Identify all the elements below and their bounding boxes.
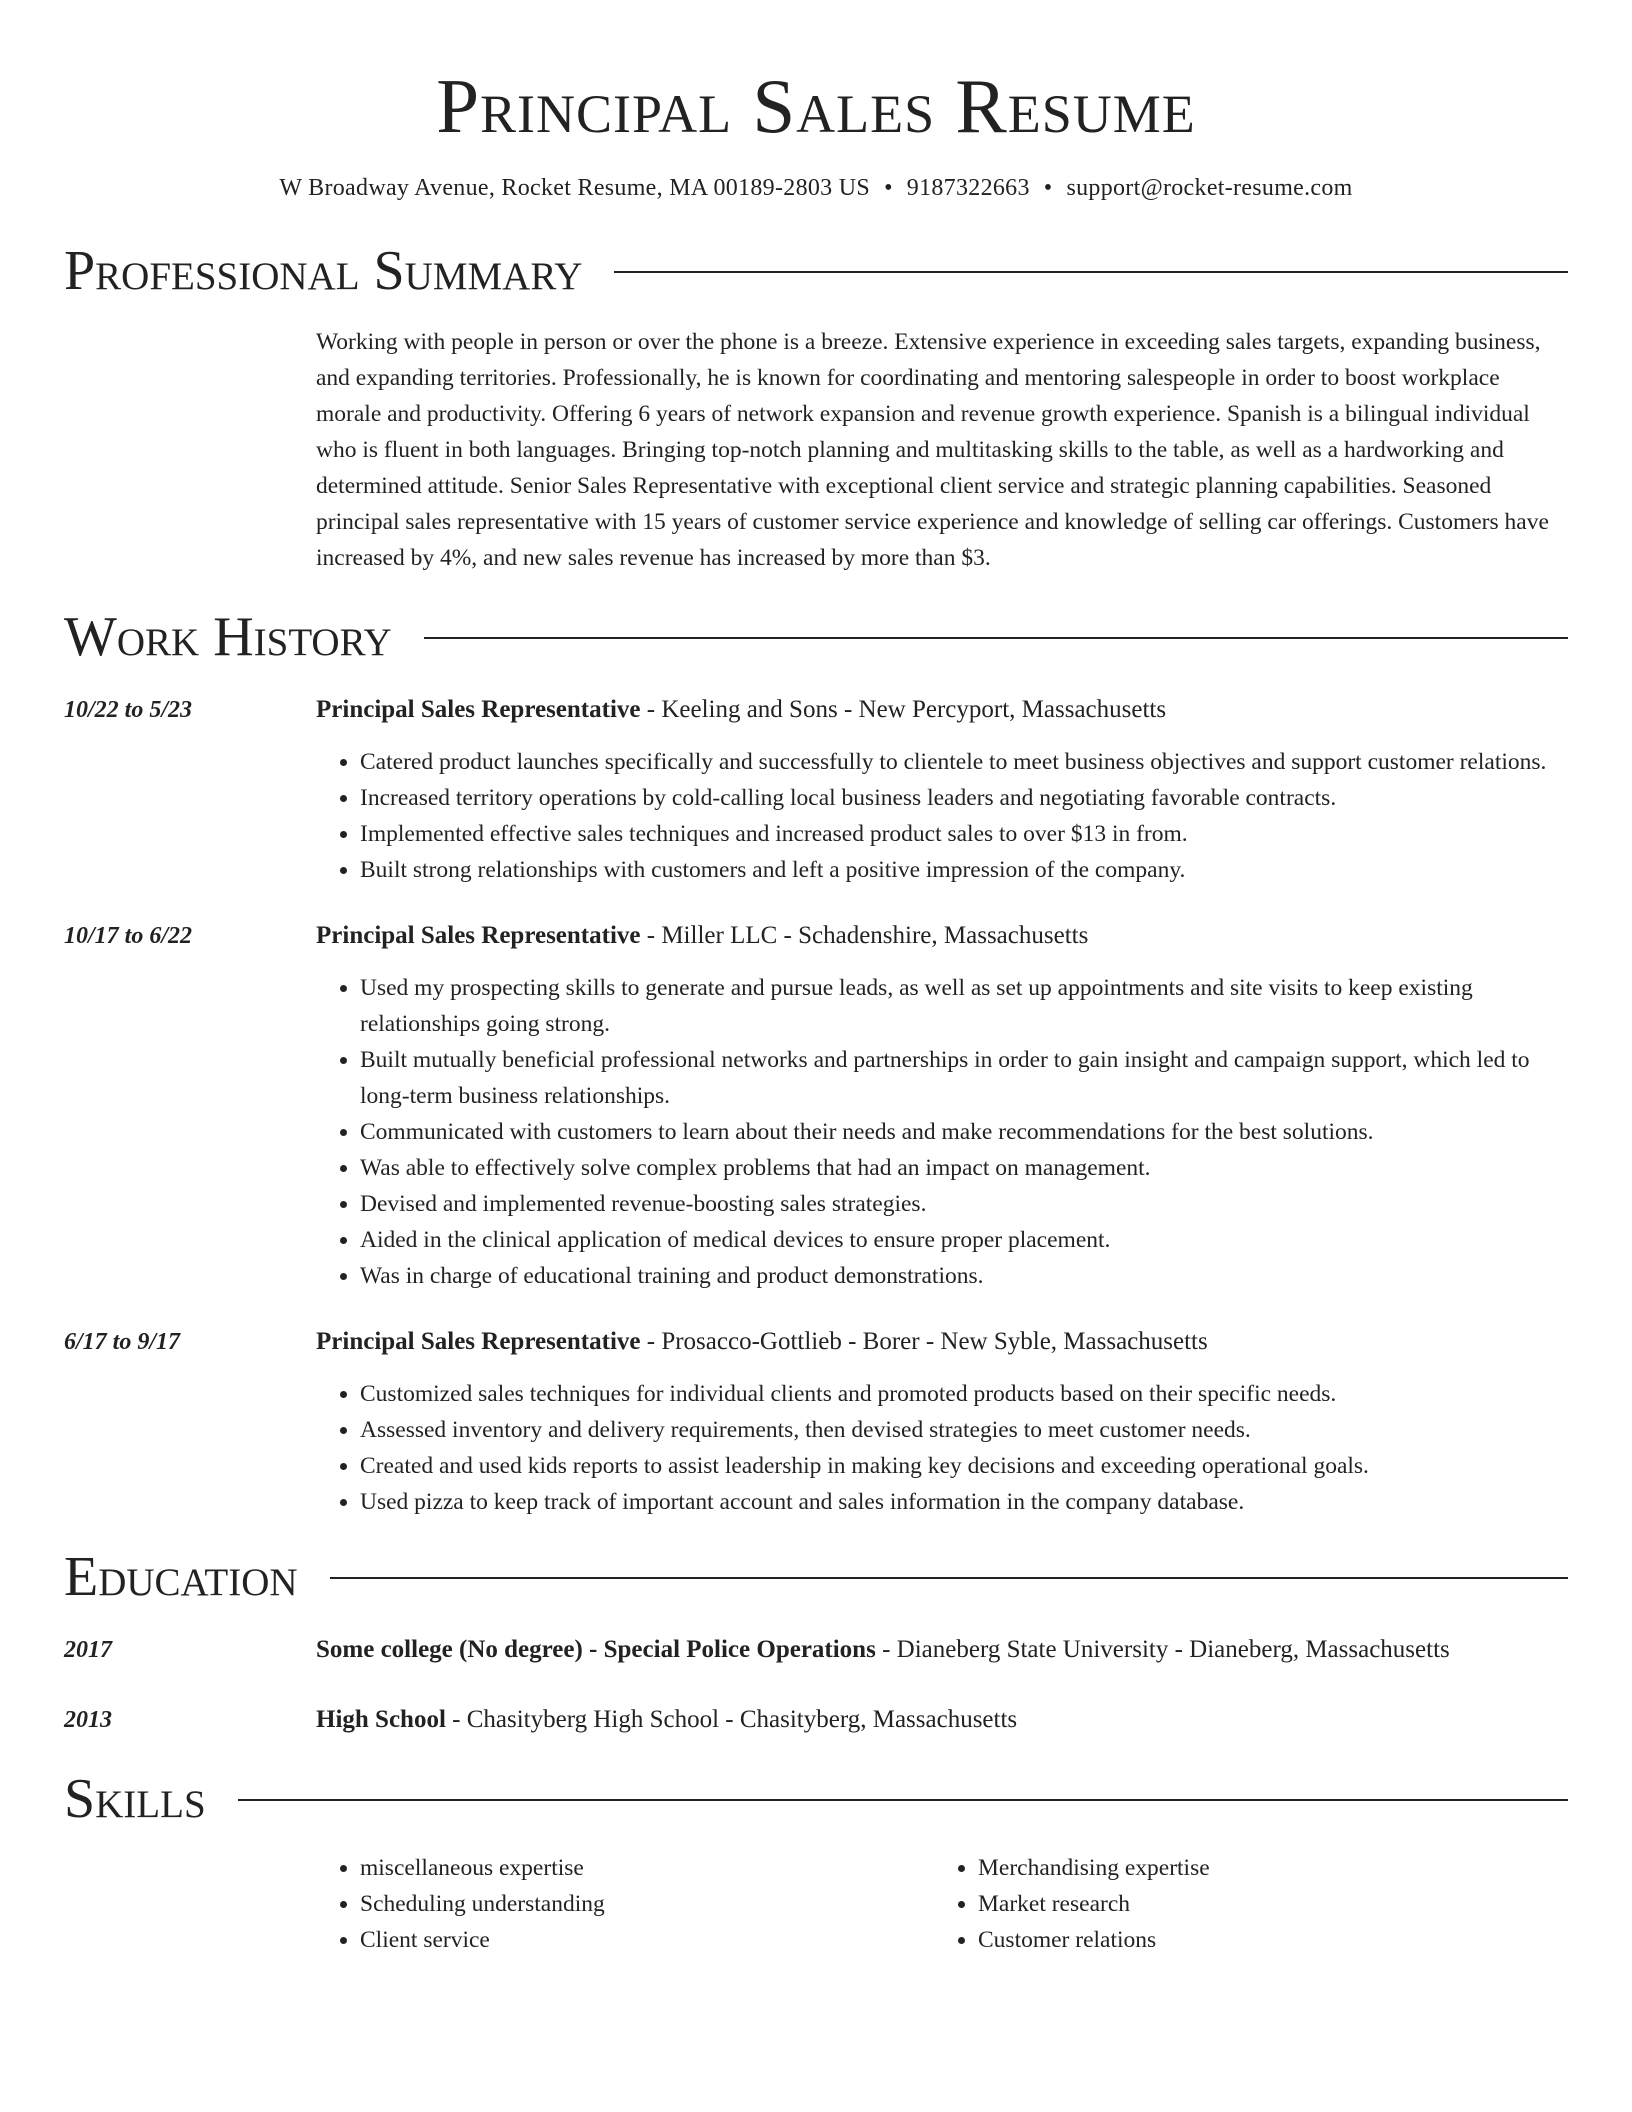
resume-title: Principal Sales Resume [436,63,1196,149]
section-divider [614,271,1568,273]
summary-section-header [64,238,1568,304]
skill-item: • Client service [360,1922,934,1958]
summary-text: Working with people in person or over the phone is a breeze. Extensive experience in exceeding sales targets, expanding business, and expanding territories. Professionally, he is known for coordinating and mentoring salespeople in order to boost workplace morale and productivity. Offering 6 years of network expansion and revenue growth experience. Spanish is a bilingual individual who is fluent in both languages. Bringing top-notch planning and multitasking skills to the table, as well as a hardworking and determined attitude. Senior Sales Representative with exceptional client service and strategic planning capabilities. Seasoned principal sales representative with 15 years of customer service experience and knowledge of selling car offerings. Customers have increased by 4%, and new sales revenue has increased by more than $3. [316,329,1549,571]
job-dates: 6/17 to 9/17 [64,1329,181,1355]
job-bullets [316,744,1568,888]
job-title-line [316,692,1568,728]
job-bullet: • Implemented effective sales techniques and increased product sales to over $13 in from. [360,816,1568,852]
job-bullet: • Communicated with customers to learn about their needs and make recommendations for the best solutions. [360,1114,1568,1150]
job-bullet: • Increased territory operations by cold-calling local business leaders and negotiating favorable contracts. [360,780,1568,816]
job-title: Principal Sales Representative [316,696,641,723]
job-body [316,692,1568,888]
section-divider [424,637,1568,639]
contact-line [64,172,1568,204]
skills-column-right [934,1850,1552,1958]
job-bullet: • Was in charge of educational training and product demonstrations. [360,1258,1568,1294]
job-bullets [316,1376,1568,1520]
job-company: - Prosacco-Gottlieb - Borer - New Syble, Massachusetts [640,1328,1208,1355]
education-entry [64,1632,1568,1668]
skills-list [316,1850,1568,1958]
skills-heading: Skills [64,1768,206,1830]
education-degree: Some college (No degree) - Special Police Operations [316,1636,876,1663]
education-body [316,1702,1568,1738]
skills-section-header [64,1766,1568,1832]
skill-item: • Market research [978,1886,1552,1922]
skill-item: • Merchandising expertise [978,1850,1552,1886]
contact-phone: 9187322663 [906,175,1030,201]
skill-item: • Scheduling understanding [360,1886,934,1922]
education-year: 2013 [64,1707,112,1733]
section-divider [238,1799,1568,1801]
skill-item: • miscellaneous expertise [360,1850,934,1886]
job-bullet: • Assessed inventory and delivery requirements, then devised strategies to meet customer needs. [360,1412,1568,1448]
job-bullet: • Aided in the clinical application of medical devices to ensure proper placement. [360,1222,1568,1258]
job-entry [64,1324,1568,1520]
section-divider [330,1577,1568,1579]
education-school: - Chasityberg High School - Chasityberg, Massachusetts [445,1706,1018,1733]
skill-item: • Customer relations [978,1922,1552,1958]
job-bullets [316,970,1568,1294]
job-bullet: • Built strong relationships with customers and left a positive impression of the company. [360,852,1568,888]
contact-address: W Broadway Avenue, Rocket Resume, MA 00189-2803 US [279,175,871,201]
job-title-line [316,918,1568,954]
contact-separator: • [884,175,893,201]
job-bullet: • Used pizza to keep track of important account and sales information in the company database. [360,1484,1568,1520]
job-bullet: • Used my prospecting skills to generate and pursue leads, as well as set up appointments and site visits to keep existing relationships going strong. [360,970,1568,1042]
contact-email: support@rocket-resume.com [1066,175,1353,201]
work-section-header [64,604,1568,670]
skills-column-left [316,1850,934,1958]
job-bullet: • Created and used kids reports to assist leadership in making key decisions and exceeding operational goals. [360,1448,1568,1484]
job-entry [64,918,1568,1294]
job-dates: 10/22 to 5/23 [64,697,193,723]
job-title: Principal Sales Representative [316,1328,641,1355]
summary-heading: Professional Summary [64,240,583,302]
job-entry [64,692,1568,888]
job-bullet: • Customized sales techniques for individual clients and promoted products based on their specific needs. [360,1376,1568,1412]
job-dates: 10/17 to 6/22 [64,923,193,949]
job-title-line [316,1324,1568,1360]
job-bullet: • Devised and implemented revenue-boosting sales strategies. [360,1186,1568,1222]
job-body [316,1324,1568,1520]
education-year: 2017 [64,1637,112,1663]
work-heading: Work History [64,606,392,668]
job-company: - Miller LLC - Schadenshire, Massachusetts [640,922,1089,949]
job-bullet: • Catered product launches specifically and successfully to clientele to meet business objectives and support customer relations. [360,744,1568,780]
education-degree: High School [316,1706,446,1733]
contact-separator: • [1043,175,1053,201]
job-bullet: • Built mutually beneficial professional networks and partnerships in order to gain insight and campaign support, which led to long-term business relationships. [360,1042,1568,1114]
job-company: - Keeling and Sons - New Percyport, Massachusetts [640,696,1167,723]
job-body [316,918,1568,1294]
job-title: Principal Sales Representative [316,922,641,949]
education-section-header [64,1544,1568,1610]
education-heading: Education [64,1546,298,1608]
education-school: - Dianeberg State University - Dianeberg, Massachusetts [875,1636,1450,1663]
education-body [316,1632,1568,1668]
job-bullet: • Was able to effectively solve complex problems that had an impact on management. [360,1150,1568,1186]
education-entry [64,1702,1568,1738]
